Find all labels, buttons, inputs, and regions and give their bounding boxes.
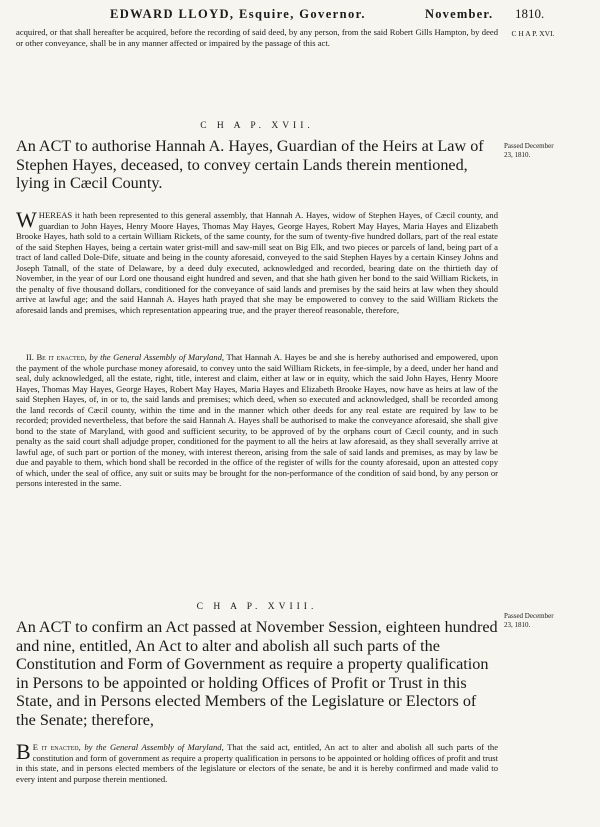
margin-chap16: C H A P. XVI.: [511, 29, 555, 38]
chap18-enact-lead: E it enacted,: [32, 742, 81, 752]
chap17-section-lead: II. Be it enacted,: [26, 352, 87, 362]
running-header: [0, 4, 600, 24]
chap17-title: An ACT to authorise Hannah A. Hayes, Guardian of the Heirs at Law of Stephen Hayes, deceased, to convey certain Lands therein mentioned, lying in Cæcil County.: [16, 137, 484, 192]
header-year: 1810.: [515, 6, 545, 21]
chap18-dropcap: B: [16, 739, 31, 764]
chap17-section-text: That Hannah A. Hayes be and she is hereby authorised and empowered, upon the payment of the whole purchase money aforesaid, to convey unto the said William Rickets, in fee-simple, by a deed, under her hand and seal, duly acknowledged, all the estate, right, title, interest and claim, either at law or in equity, which the said John Hayes, Henry Moore Hayes, Thomas May Hayes, George Hayes, Robert May Hayes, Maria Hayes and Elizabeth Brooke Hayes, now have as heirs at law of the said Stephen Hayes, of, in or to, the said lands and premises; which deed, when so executed and acknowledged, shall be recorded among the land records of Cæcil county, within the time and in the manner which other deeds for any real estate are required by law to be recorded; provided nevertheless, that before the said Hannah A. Hayes shall be authorised to make the conveyance aforesaid, she shall give bond to the state of Maryland, with good and sufficient security, to be approved of by the orphans court of Cæcil county, and in such penalty as the said court shall adjudge proper, conditioned for the payment to all the heirs at law aforesaid, as they shall severally arrive at lawful age, of such part or portion of the money, with interest thereon, arising from the sale of said lands and premises, as may by law be due and payable to them, which bond shall be recorded in the office of the register of wills for the county aforesaid, upon an attested copy of which, under the seal of office, any suit or suits may be brought for the non-performance of the condition of said bond, by any person or persons interested in the same.: [16, 352, 498, 488]
continuation-paragraph: acquired, or that shall hereafter be acquired, before the recording of said deed, by any person, from the said Robert Gills Hampton, by deed or other conveyance, shall be in any manner affected or impaired by the passage of this act.: [16, 27, 498, 48]
chap17-section-lead-italic: by the General Assembly of Maryland,: [89, 352, 225, 362]
header-title: EDWARD LLOYD, Esquire, Governor.: [110, 7, 366, 21]
chap17-section-2: [16, 352, 498, 489]
chap18-enact-text: That the said act, entitled, An act to alter and abolish all such parts of the constitution and form of government as require a property qualification in persons to be appointed or holding offices of profit and trust in this state, and in persons elected members of the legislature or electors of the senate, be and it is hereby confirmed and made valid to every intent and purpose therein mentioned.: [16, 742, 499, 784]
chap17-heading: C H A P. XVII.: [200, 121, 314, 131]
chap18-enact-lead-italic: by the General Assembly of Maryland,: [84, 742, 224, 752]
chap17-preamble: [16, 207, 498, 315]
chap18-title: An ACT to confirm an Act passed at November Session, eighteen hundred and nine, entitled, An Act to alter and abolish all such parts of the Constitution and Form of Government as require a property qualification in Persons to be appointed or holding Offices of Profit or Trust in this State, and in Persons elected Members of the Legislature or Electors of the Senate; therefore,: [16, 618, 498, 729]
chap18-heading: C H A P. XVIII.: [196, 602, 318, 612]
chap18-enacting-clause: [16, 739, 499, 784]
chap17-dropcap: W: [16, 207, 37, 232]
header-month: November.: [425, 7, 494, 21]
chap17-passed-note: Passed December 23, 1810.: [504, 142, 554, 159]
chap18-passed-note: Passed December 23, 1810.: [504, 612, 554, 629]
chap17-preamble-text: HEREAS it hath been represented to this general assembly, that Hannah A. Hayes, widow of Stephen Hayes, of Cæcil county, and guardian to John Hayes, Henry Moore Hayes, Thomas May Hayes, George Hayes, Robert May Hayes, Maria Hayes and Elizabeth Brooke Hayes, hath sold to a certain William Rickets, of the same county, for the sum of twenty-five hundred dollars, part of the real estate of the said Stephen Hayes, being a certain water grist-mill and saw-mill seat on Big Elk, and two pieces or parcels of land, being part of a tract of land called Dole-Dife, situate and being in the county aforesaid, conveyed to the said Stephen Hayes by a certain Kinsey Johns and Joseph Tatnall, of the state of Delaware, by a deed duly executed, acknowledged and recorded, bearing date on the thirtieth day of November, in the year of our Lord one thousand eight hundred and seven, and that she hath given her bond to the said William Rickets, in the penalty of five thousand dollars, conditioned for the conveyance of said lands and premises by the said heirs at law when they should arrive at lawful age; and the said Hannah A. Hayes hath prayed that she may be empowered to convey to the said William Rickets the aforesaid lands and premises, which representation appearing true, and the prayer thereof reasonable, therefore,: [16, 210, 498, 315]
